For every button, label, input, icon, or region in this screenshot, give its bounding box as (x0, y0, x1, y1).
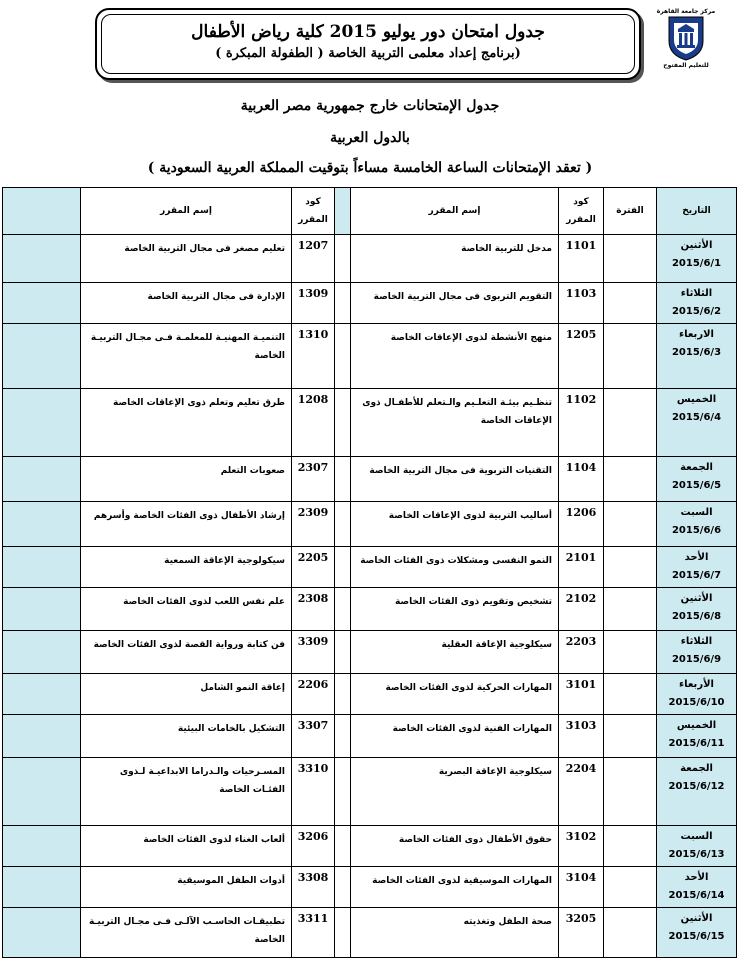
table-row (3, 588, 737, 631)
course-code2-cell: 2206 (292, 674, 335, 715)
course-name-cell: المهارات الفنية لذوى الفئات الخاصة (351, 715, 559, 758)
course-name-cell: مدخل للتربية الخاصة (351, 235, 559, 283)
course-name2-cell: ألعاب الغناء لذوى الفئات الخاصة (81, 826, 292, 867)
date-value: 2015/6/6 (671, 525, 722, 536)
date-cell (657, 502, 737, 547)
period-cell (604, 826, 657, 867)
day-name: الخميس (676, 394, 717, 405)
spacer-cell (335, 389, 351, 457)
day-name: السبت (680, 507, 713, 518)
header-box (95, 8, 641, 80)
spacer-cell (335, 631, 351, 674)
edge-cell (3, 502, 81, 547)
course-name-cell: المهارات الحركية لذوى الفئات الخاصة (351, 674, 559, 715)
edge-cell (3, 826, 81, 867)
course-code-cell: 1205 (559, 324, 604, 389)
subheading-line3: ( تعقد الإمتحانات الساعة الخامسة مساءاً بتوقيت المملكة العربية السعودية ) (147, 160, 593, 176)
course-code2-cell: 1310 (292, 324, 335, 389)
edge-cell (3, 867, 81, 908)
course-code2-cell: 3311 (292, 908, 335, 958)
spacer-cell (335, 457, 351, 502)
table-row (3, 389, 737, 457)
edge-cell (3, 235, 81, 283)
subheading-line2: بالدول العربية (330, 130, 410, 146)
course-name2-cell: صعوبات التعلم (81, 457, 292, 502)
period-cell (604, 389, 657, 457)
spacer-cell (335, 283, 351, 324)
period-cell (604, 457, 657, 502)
date-cell (657, 389, 737, 457)
day-name: الأحد (684, 552, 709, 563)
date-value: 2015/6/4 (671, 412, 722, 423)
spacer-cell (335, 867, 351, 908)
period-cell (604, 547, 657, 588)
day-name: السبت (680, 831, 713, 842)
spacer-cell (335, 502, 351, 547)
period-cell (604, 867, 657, 908)
day-name: الأربعاء (679, 679, 714, 690)
date-cell (657, 715, 737, 758)
date-cell (657, 324, 737, 389)
day-name: الأثنين (680, 593, 713, 604)
header-period: الفترة (604, 188, 657, 235)
edge-cell (3, 324, 81, 389)
edge-cell (3, 908, 81, 958)
header-name2: إسم المقرر (81, 188, 292, 235)
period-cell (604, 502, 657, 547)
course-name-cell: أساليب التربية لذوى الإعاقات الخاصة (351, 502, 559, 547)
day-name: الثلاثاء (680, 636, 713, 647)
spacer-cell (335, 235, 351, 283)
table-row (3, 547, 737, 588)
course-code2-cell: 3308 (292, 867, 335, 908)
course-code-cell: 1103 (559, 283, 604, 324)
date-cell (657, 283, 737, 324)
date-value: 2015/6/1 (671, 258, 722, 269)
university-logo (656, 8, 716, 78)
period-cell (604, 908, 657, 958)
course-code2-cell: 3206 (292, 826, 335, 867)
course-name2-cell: التنميـة المهنيـة للمعلمـة فـى مجـال التربيـة الخاصة (81, 324, 292, 389)
course-name-cell: حقوق الأطفال ذوى الفئات الخاصة (351, 826, 559, 867)
spacer-cell (335, 588, 351, 631)
course-name-cell: تنظـيم بيئـة التعلـيم والـتعلم للأطفـال ذوى الإعاقات الخاصة (351, 389, 559, 457)
date-value: 2015/6/3 (671, 347, 722, 358)
course-code-cell: 3102 (559, 826, 604, 867)
date-value: 2015/6/11 (668, 738, 725, 749)
course-code-cell: 3205 (559, 908, 604, 958)
header-inner-border (101, 14, 635, 74)
spacer-cell (335, 547, 351, 588)
edge-cell (3, 457, 81, 502)
spacer-cell (335, 715, 351, 758)
day-name: الأحد (684, 872, 709, 883)
course-name2-cell: فن كتابة ورواية القصة لذوى الفئات الخاصة (81, 631, 292, 674)
period-cell (604, 324, 657, 389)
edge-cell (3, 631, 81, 674)
course-name2-cell: التشكيل بالخامات البيئية (81, 715, 292, 758)
edge-cell (3, 389, 81, 457)
course-name-cell: المهارات الموسيقية لذوى الفئات الخاصة (351, 867, 559, 908)
logo-top-text: مركز جامعة القاهرة (656, 8, 716, 15)
subheading-line1: جدول الإمتحانات خارج جمهورية مصر العربية (240, 98, 500, 114)
course-code-cell: 2204 (559, 758, 604, 826)
edge-cell (3, 283, 81, 324)
course-code2-cell: 3309 (292, 631, 335, 674)
day-name: الجمعة (680, 462, 713, 473)
date-value: 2015/6/12 (668, 781, 725, 792)
course-name2-cell: أدوات الطفل الموسيقية (81, 867, 292, 908)
period-cell (604, 715, 657, 758)
day-name: الاربعاء (679, 329, 714, 340)
table-row (3, 758, 737, 826)
table-row (3, 283, 737, 324)
day-name: الثلاثاء (680, 288, 713, 299)
date-value: 2015/6/10 (668, 697, 725, 708)
spacer-cell (335, 826, 351, 867)
course-name-cell: التقويم التربوى فى مجال التربية الخاصة (351, 283, 559, 324)
course-code2-cell: 2307 (292, 457, 335, 502)
course-code-cell: 2102 (559, 588, 604, 631)
course-name2-cell: إرشاد الأطفال ذوى الفئات الخاصة وأسرهم (81, 502, 292, 547)
course-code-cell: 2203 (559, 631, 604, 674)
page-subtitle: (برنامج إعداد معلمى التربية الخاصة ( الطفولة المبكرة ) (215, 46, 521, 61)
period-cell (604, 283, 657, 324)
course-name-cell: صحة الطفل وتغذيته (351, 908, 559, 958)
course-name-cell: التقنيات التربوية فى مجال التربية الخاصة (351, 457, 559, 502)
edge-cell (3, 674, 81, 715)
period-cell (604, 758, 657, 826)
table-row (3, 631, 737, 674)
table-row (3, 908, 737, 958)
course-code-cell: 1101 (559, 235, 604, 283)
course-code2-cell: 2205 (292, 547, 335, 588)
course-code-cell: 1206 (559, 502, 604, 547)
spacer-cell (335, 908, 351, 958)
course-code2-cell: 1309 (292, 283, 335, 324)
date-cell (657, 674, 737, 715)
date-cell (657, 547, 737, 588)
date-cell (657, 908, 737, 958)
course-name-cell: النمو النفسى ومشكلات ذوى الفئات الخاصة (351, 547, 559, 588)
table-row (3, 674, 737, 715)
date-cell (657, 588, 737, 631)
date-cell (657, 758, 737, 826)
course-name-cell: سيكلوجية الإعاقة العقلية (351, 631, 559, 674)
university-crest-icon (666, 15, 706, 61)
course-name-cell: سيكلوجية الإعاقة البصرية (351, 758, 559, 826)
date-cell (657, 457, 737, 502)
table-row (3, 867, 737, 908)
page-title: جدول امتحان دور يوليو 2015 كلية رياض الأطفال (191, 22, 545, 42)
edge-cell (3, 588, 81, 631)
course-code2-cell: 2308 (292, 588, 335, 631)
course-name2-cell: المسـرحيات والـدراما الابداعيـة لـذوى الفئـات الخاصة (81, 758, 292, 826)
course-code2-cell: 3307 (292, 715, 335, 758)
date-cell (657, 867, 737, 908)
course-name2-cell: سيكولوجية الإعاقة السمعية (81, 547, 292, 588)
date-value: 2015/6/9 (671, 654, 722, 665)
course-code-cell: 3101 (559, 674, 604, 715)
date-value: 2015/6/14 (668, 890, 725, 901)
date-value: 2015/6/13 (668, 849, 725, 860)
logo-bottom-text: للتعليم المفتوح (663, 62, 709, 69)
header-code2: كود المقرر (292, 188, 335, 235)
course-name2-cell: الإدارة فى مجال التربية الخاصة (81, 283, 292, 324)
table-row (3, 826, 737, 867)
date-value: 2015/6/8 (671, 611, 722, 622)
day-name: الجمعة (680, 763, 713, 774)
header-edge (3, 188, 81, 235)
period-cell (604, 235, 657, 283)
day-name: الخميس (676, 720, 717, 731)
table-row (3, 715, 737, 758)
course-name2-cell: طرق تعليم وتعلم ذوى الإعاقات الخاصة (81, 389, 292, 457)
table-row (3, 235, 737, 283)
table-row (3, 502, 737, 547)
edge-cell (3, 715, 81, 758)
course-code2-cell: 3310 (292, 758, 335, 826)
course-code-cell: 1102 (559, 389, 604, 457)
date-value: 2015/6/2 (671, 306, 722, 317)
header-date: التاريخ (657, 188, 737, 235)
period-cell (604, 588, 657, 631)
day-name: الأثنين (680, 913, 713, 924)
course-name2-cell: تطبيقـات الحاسـب الآلـى فـى مجـال التربيـة الخاصة (81, 908, 292, 958)
date-value: 2015/6/15 (668, 931, 725, 942)
spacer-cell (335, 324, 351, 389)
course-name2-cell: إعاقة النمو الشامل (81, 674, 292, 715)
exam-schedule-table (2, 187, 737, 958)
table-row (3, 324, 737, 389)
course-name-cell: تشخيص وتقويم ذوى الفئات الخاصة (351, 588, 559, 631)
edge-cell (3, 758, 81, 826)
course-code-cell: 3104 (559, 867, 604, 908)
date-value: 2015/6/5 (671, 480, 722, 491)
course-name-cell: منهج الأنشطة لذوى الإعاقات الخاصة (351, 324, 559, 389)
period-cell (604, 631, 657, 674)
header-spacer (335, 188, 351, 235)
header-name: إسم المقرر (351, 188, 559, 235)
table-row (3, 457, 737, 502)
course-name2-cell: تعليم مصغر فى مجال التربية الخاصة (81, 235, 292, 283)
course-name2-cell: علم نفس اللعب لذوى الفئات الخاصة (81, 588, 292, 631)
date-value: 2015/6/7 (671, 570, 722, 581)
table-header-row (3, 188, 737, 235)
course-code-cell: 2101 (559, 547, 604, 588)
course-code-cell: 3103 (559, 715, 604, 758)
header-code: كود المقرر (559, 188, 604, 235)
date-cell (657, 826, 737, 867)
course-code2-cell: 1207 (292, 235, 335, 283)
course-code2-cell: 2309 (292, 502, 335, 547)
spacer-cell (335, 758, 351, 826)
period-cell (604, 674, 657, 715)
date-cell (657, 631, 737, 674)
course-code2-cell: 1208 (292, 389, 335, 457)
spacer-cell (335, 674, 351, 715)
edge-cell (3, 547, 81, 588)
date-cell (657, 235, 737, 283)
day-name: الأثنين (680, 240, 713, 251)
course-code-cell: 1104 (559, 457, 604, 502)
